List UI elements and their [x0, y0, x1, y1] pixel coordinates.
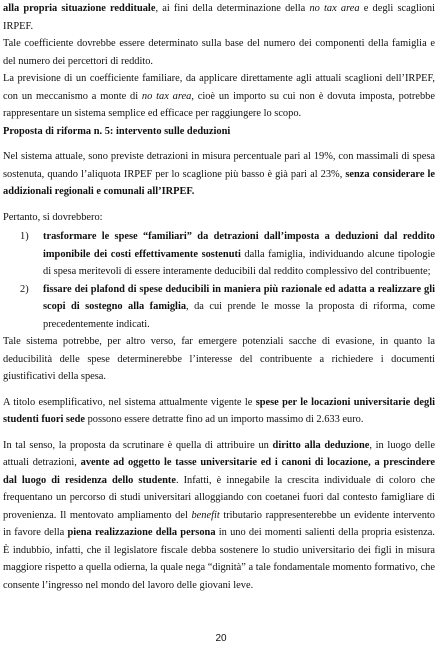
page-number: 20	[215, 633, 227, 644]
text: possono essere detratte fino ad un importo massimo di 2.633 euro.	[84, 414, 364, 425]
paragraph-7	[3, 394, 435, 429]
text: e degli scaglioni IRPEF.	[3, 3, 435, 32]
paragraph-4	[3, 148, 435, 201]
bold-text: trasformare le spese “familiari” da detrazioni dall’imposta a deduzioni dal reddito imponibile dei costi effettivamente sostenuti	[43, 231, 435, 260]
italic-text: no tax area	[141, 90, 192, 102]
list-item	[3, 281, 435, 334]
paragraph-3	[3, 70, 435, 123]
paragraph-1	[3, 0, 435, 35]
paragraph-5: Pertanto, si dovrebbero:	[3, 211, 103, 223]
section-heading: Proposta di riforma n. 5: intervento sulle deduzioni	[3, 125, 231, 137]
text: , cioè un importo su cui non è dovuta imposta, potrebbe rappresentare un sistema semplice ed efficace per raggiungere lo scopo.	[3, 90, 435, 119]
text: dalla famiglia, individuando alcune tipologie di spesa meritevoli di essere interamente deducibili dal reddito complessivo del contribuente;	[43, 248, 435, 277]
text: , ai fini della determinazione della	[155, 3, 310, 14]
text: in uno dei momenti salienti della propria esistenza. È indubbio, infatti, che il legislatore fiscale debba sostenere lo studio universitario dei figli in misura maggiore rispetto a quella odierna, la quale nega “dignità” a tale fondamentale momento formativo, che consente l’ingresso nel mondo del lavoro delle giovani leve.	[3, 527, 435, 591]
text: La previsione di un coefficiente familiare, da applicare direttamente agli attuali scaglioni dell’IRPEF, con un meccanismo a monte di	[3, 73, 435, 102]
list-number: 2)	[20, 283, 29, 295]
bold-text: spese per le locazioni universitarie degli studenti fuori sede	[3, 396, 436, 425]
bold-text: senza considerare le addizionali regionali e comunali all’IRPEF.	[3, 168, 435, 197]
text: A titolo esemplificativo, nel sistema attualmente vigente le	[3, 396, 256, 408]
text: In tal senso, la proposta da scrutinare è quella di attribuire un	[3, 439, 273, 451]
list-item	[3, 228, 435, 281]
paragraph-2: Tale coefficiente dovrebbe essere determinato sulla base del numero dei componenti della famiglia e del numero dei percettori di reddito.	[3, 38, 435, 67]
document-page	[3, 0, 435, 594]
text: . Infatti, è innegabile la crescita individuale di coloro che frequentano un percorso di studi universitari alloggiando con coetanei fuori dal contesto famigliare di provenienza. Il mentovato ampliamento del	[3, 474, 436, 521]
text: , in luogo delle attuali detrazioni,	[3, 439, 435, 468]
italic-text: no tax area	[309, 3, 360, 14]
bold-text: diritto alla deduzione	[272, 439, 370, 451]
bold-text: avente ad oggetto le tasse universitarie ed i canoni di locazione, a prescindere dal luogo di residenza dello studente	[3, 457, 435, 486]
proposal-list	[3, 228, 435, 333]
paragraph-8	[3, 437, 435, 595]
paragraph-6: Tale sistema potrebbe, per altro verso, far emergere potenziali sacche di evasione, in quanto la deducibilità delle spese determinerebbe l’interesse del contribuente a richiedere i documenti giustificativi della spesa.	[3, 336, 435, 382]
bold-text: fissare dei plafond di spese deducibili in maniera più razionale ed adatta a realizzare gli scopi di sostegno alla famiglia	[43, 283, 435, 312]
bold-text: alla propria situazione reddituale	[3, 3, 156, 14]
text: , da cui prende le mosse la proposta di riforma, come precedentemente indicati.	[43, 301, 435, 330]
text: tributario rappresenterebbe un evidente intervento in favore della	[3, 509, 435, 538]
list-number: 1)	[20, 231, 29, 242]
italic-text: benefit	[191, 509, 220, 521]
text: Nel sistema attuale, sono previste detrazioni in misura percentuale pari al 19%, con massimali di spesa sostenuta, quando l’aliquota IRPEF per lo scaglione più basso è già pari al 23%,	[3, 151, 435, 180]
bold-text: piena realizzazione della persona	[67, 527, 216, 538]
